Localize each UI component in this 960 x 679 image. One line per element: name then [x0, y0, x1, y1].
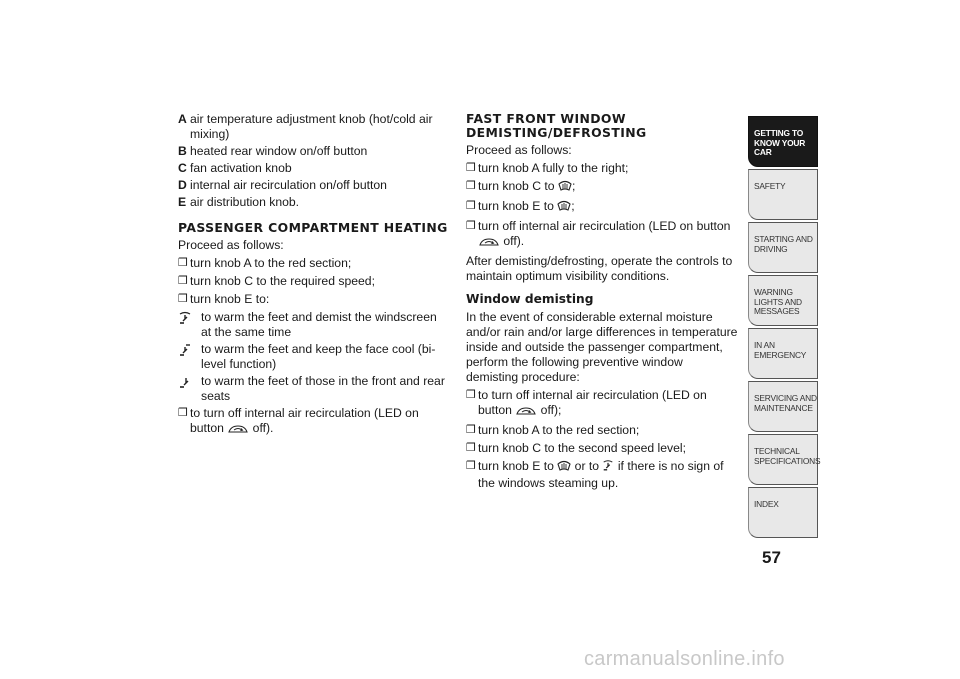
windscreen-defrost-icon	[557, 200, 571, 216]
list-item	[466, 199, 738, 216]
list-item	[178, 256, 450, 271]
mode-text: to warm the feet of those in the front and rear seats	[201, 374, 445, 403]
demist-step: turn knob E to	[478, 459, 554, 473]
legend-key: A	[178, 112, 187, 126]
bullet-box-icon: ❒	[466, 424, 476, 436]
legend-text: fan activation knob	[190, 161, 292, 175]
bullet-box-icon: ❒	[466, 180, 476, 192]
heating-step: turn knob A to the red section;	[190, 256, 352, 270]
windscreen-defrost-icon	[557, 460, 571, 476]
demist-step: turn knob C to the second speed level;	[478, 441, 686, 455]
heating-last-step: to turn off internal air recirculation (LED on button	[190, 406, 419, 435]
legend-item	[178, 112, 450, 142]
legend-item	[178, 195, 450, 210]
mode-text: to warm the feet and demist the windscreen at the same time	[201, 310, 437, 339]
legend-key: B	[178, 144, 187, 158]
tab-servicing[interactable]: SERVICING AND MAINTENANCE	[748, 381, 818, 432]
tab-getting-to-know-your-car[interactable]: GETTING TO KNOW YOUR CAR	[748, 116, 818, 167]
legend-key: C	[178, 161, 187, 175]
tab-technical-specifications[interactable]: TECHNICAL SPECIFICATIONS	[748, 434, 818, 485]
heating-intro: Proceed as follows:	[178, 238, 284, 252]
defrost-step-end: off).	[503, 234, 525, 248]
heating-last-step-end: off).	[252, 421, 274, 435]
demist-step-end: off);	[540, 403, 562, 417]
mode-text: to warm the feet and keep the face cool (bi-level function)	[201, 342, 436, 371]
feet-face-icon	[178, 342, 201, 372]
defrost-step-end: ;	[571, 179, 576, 193]
chapter-tabs	[748, 116, 821, 540]
list-item	[466, 388, 738, 420]
heating-step: turn knob C to the required speed;	[190, 274, 375, 288]
left-column	[178, 112, 450, 441]
feet-windscreen-icon	[602, 459, 614, 476]
list-item	[466, 441, 738, 456]
bullet-box-icon: ❒	[466, 442, 476, 454]
defrost-step: turn off internal air recirculation (LED on button	[478, 219, 731, 233]
window-demisting-intro: In the event of considerable external moisture and/or rain and/or large differences in temperature inside and outside the passenger compartment, perform the following preventive window demisting procedure:	[466, 310, 738, 384]
legend-text: air temperature adjustment knob (hot/cold air mixing)	[190, 112, 433, 141]
list-item	[178, 406, 450, 438]
legend-item	[178, 161, 450, 176]
list-item	[466, 219, 738, 251]
list-item	[178, 292, 450, 307]
heating-heading: PASSENGER COMPARTMENT HEATING	[178, 220, 448, 235]
recirculation-icon	[478, 236, 500, 251]
bullet-box-icon: ❒	[466, 200, 476, 212]
defrost-step: turn knob E to	[478, 199, 554, 213]
legend-key: D	[178, 178, 187, 192]
legend-item	[178, 144, 450, 159]
defrost-step-end: ;	[571, 199, 575, 213]
legend-text: internal air recirculation on/off button	[190, 178, 387, 192]
defrost-step: turn knob A fully to the right;	[478, 161, 629, 175]
bullet-box-icon: ❒	[466, 460, 476, 472]
legend-item	[178, 178, 450, 193]
bullet-box-icon: ❒	[466, 162, 476, 174]
bullet-box-icon: ❒	[466, 220, 476, 232]
demist-step-end: if there is no sign of the windows steaming up.	[478, 459, 724, 490]
recirculation-icon	[227, 423, 249, 438]
control-legend	[178, 112, 450, 210]
distribution-mode	[178, 342, 450, 372]
tab-starting-and-driving[interactable]: STARTING AND DRIVING	[748, 222, 818, 273]
bullet-box-icon: ❒	[178, 275, 188, 287]
demist-step: turn knob A to the red section;	[478, 423, 640, 437]
bullet-box-icon: ❒	[178, 407, 188, 419]
tab-safety[interactable]: SAFETY	[748, 169, 818, 220]
heating-step: turn knob E to:	[190, 292, 270, 306]
list-item	[466, 179, 738, 196]
list-item	[466, 423, 738, 438]
bullet-box-icon: ❒	[466, 389, 476, 401]
distribution-mode	[178, 310, 450, 340]
watermark: carmanualsonline.info	[584, 648, 785, 670]
feet-icon	[178, 374, 201, 404]
max-defrost-icon	[558, 180, 572, 196]
list-item	[178, 274, 450, 289]
demist-step: to turn off internal air recirculation (LED on button	[478, 388, 707, 417]
legend-text: air distribution knob.	[190, 195, 300, 209]
tab-in-an-emergency[interactable]: IN AN EMERGENCY	[748, 328, 818, 379]
defrost-step: turn knob C to	[478, 179, 555, 193]
tab-index[interactable]: INDEX	[748, 487, 818, 538]
defrost-intro: Proceed as follows:	[466, 143, 572, 157]
demist-step-mid: or to	[574, 459, 600, 473]
tab-warning-lights[interactable]: WARNING LIGHTS AND MESSAGES	[748, 275, 818, 326]
distribution-mode	[178, 374, 450, 404]
defrost-heading: FAST FRONT WINDOW DEMISTING/DEFROSTING	[466, 111, 647, 140]
list-item	[466, 161, 738, 176]
recirculation-icon	[515, 405, 537, 420]
defrost-after: After demisting/defrosting, operate the controls to maintain optimum visibility conditions.	[466, 254, 733, 283]
legend-key: E	[178, 195, 187, 209]
legend-text: heated rear window on/off button	[190, 144, 368, 158]
right-column	[466, 112, 738, 494]
list-item	[466, 459, 738, 491]
window-demisting-heading: Window demisting	[466, 292, 594, 306]
page-number: 57	[762, 548, 781, 567]
bullet-box-icon: ❒	[178, 257, 188, 269]
bullet-box-icon: ❒	[178, 293, 188, 305]
feet-windscreen-icon	[178, 310, 201, 340]
